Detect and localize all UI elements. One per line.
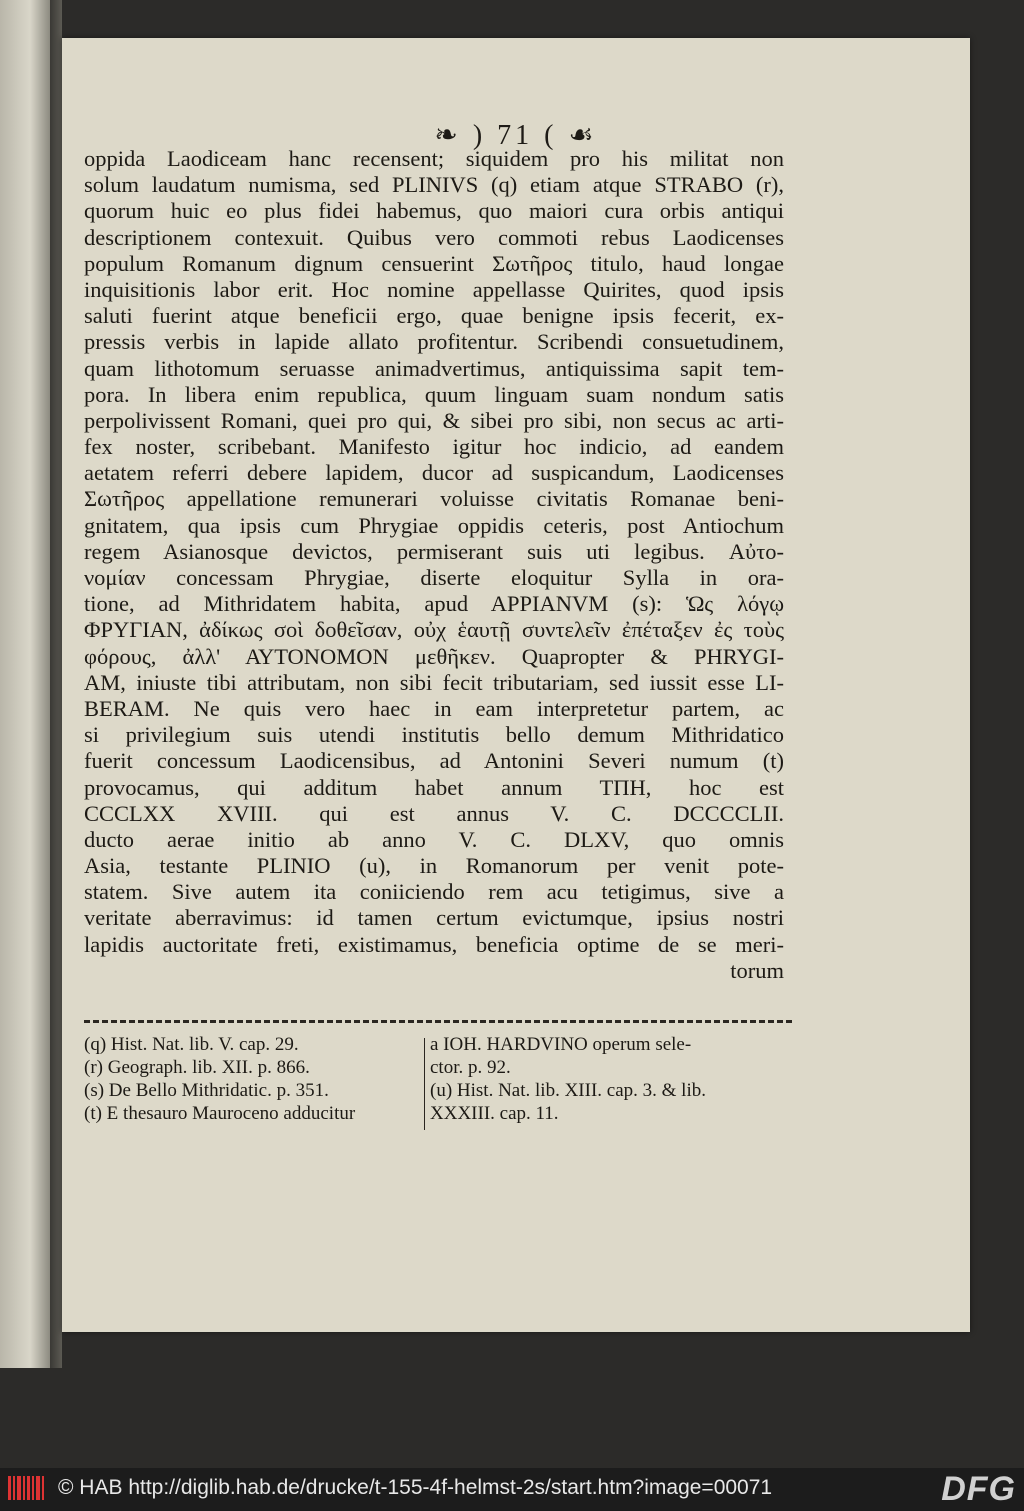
body-text bbox=[84, 146, 784, 984]
text-line: solum laudatum numisma, sed PLINIVS (q) etiam atque STRABO (r), bbox=[84, 172, 784, 198]
text-line: si privilegium suis utendi institutis bello demum Mithridatico bbox=[84, 722, 784, 748]
footnote-rule bbox=[84, 1020, 792, 1023]
barcode-icon bbox=[8, 1476, 48, 1500]
text-line: aetatem referri debere lapidem, ducor ad suspicandum, Laodicenses bbox=[84, 460, 784, 486]
text-line: tione, ad Mithridatem habita, apud APPIANVM (s): Ὡς λόγῳ bbox=[84, 591, 784, 617]
text-line: provocamus, qui additum habet annum TΠH, hoc est bbox=[84, 774, 784, 800]
book-page bbox=[62, 38, 970, 1332]
text-line: oppida Laodiceam hanc recensent; siquidem pro his militat non bbox=[84, 146, 784, 171]
text-line: descriptionem contexuit. Quibus vero commoti rebus Laodicenses bbox=[84, 224, 784, 250]
footnote-line: ctor. p. 92. bbox=[430, 1057, 511, 1078]
text-line: perpolivissent Romani, quei pro qui, & sibei pro sibi, non secus ac arti- bbox=[84, 407, 784, 433]
footnote-line: (u) Hist. Nat. lib. XIII. cap. 3. & lib. bbox=[430, 1080, 706, 1101]
text-line: pora. In libera enim republica, quum linguam suam nondum satis bbox=[84, 381, 784, 407]
footnote-line: a IOH. HARDVINO operum sele- bbox=[430, 1034, 692, 1055]
footnote-line: (t) E thesauro Mauroceno adducitur bbox=[84, 1103, 356, 1124]
text-line: Σωτῆρος appellatione remunerari voluisse civitatis Romanae beni- bbox=[84, 486, 784, 512]
text-line: ΦΡΥΓΙΑΝ, ἀδίκως σοὶ δοθεῖσαν, οὐχ ἑαυτῇ συντελεῖν ἐπέταξεν ἐς τοὺς bbox=[84, 617, 784, 643]
text-line: νομίαν concessam Phrygiae, diserte eloquitur Sylla in ora- bbox=[84, 565, 784, 590]
text-line: fex noster, scribebant. Manifesto igitur hoc indicio, ad eandem bbox=[84, 434, 784, 460]
text-line: quorum huic eo plus fidei habemus, quo maiori cura orbis antiqui bbox=[84, 198, 784, 224]
footnotes-right bbox=[430, 1033, 774, 1125]
text-line: inquisitionis labor erit. Hoc nomine appellasse Quirites, quod ipsis bbox=[84, 276, 784, 302]
viewer-footer bbox=[0, 1468, 1024, 1511]
footnote-line: (s) De Bello Mithridatic. p. 351. bbox=[84, 1080, 329, 1101]
dfg-logo: DFG bbox=[941, 1470, 1016, 1508]
text-line: AM, iniuste tibi attributam, non sibi fecit tributariam, sed iussit esse LI- bbox=[84, 669, 784, 695]
footnote-line: (q) Hist. Nat. lib. V. cap. 29. bbox=[84, 1034, 299, 1055]
text-line: CCCLXX XVIII. qui est annus V. C. DCCCCLII. bbox=[84, 800, 784, 826]
text-line: saluti fuerint atque beneficii ergo, quae benigne ipsis fecerit, ex- bbox=[84, 303, 784, 329]
text-line: φόρους, ἀλλ' ΑΥΤΟΝΟΜΟΝ μεθῆκεν. Quapropter & PHRYGI- bbox=[84, 643, 784, 669]
text-line: torum bbox=[730, 957, 784, 983]
text-line: regem Asianosque devictos, permiserant suis uti legibus. Αὐτο- bbox=[84, 538, 784, 564]
text-line: fuerit concessum Laodicensibus, ad Antonini Severi numum (t) bbox=[84, 748, 784, 774]
text-line: lapidis auctoritate freti, existimamus, beneficia optime de se meri- bbox=[84, 931, 784, 957]
text-line: quam lithotomum seruasse animadvertimus, antiquissima sapit tem- bbox=[84, 355, 784, 381]
text-line: populum Romanum dignum censuerint Σωτῆρος titulo, haud longae bbox=[84, 250, 784, 276]
source-link[interactable]: © HAB http://diglib.hab.de/drucke/t-155-4f-helmst-2s/start.htm?image=00071 bbox=[58, 1476, 773, 1499]
text-line: veritate aberravimus: id tamen certum evictumque, ipsius nostri bbox=[84, 905, 784, 931]
footnotes-left bbox=[84, 1033, 424, 1125]
text-line: BERAM. Ne quis vero haec in eam interpretetur partem, ac bbox=[84, 695, 784, 721]
text-line: ducto aerae initio ab anno V. C. DLXV, quo omnis bbox=[84, 826, 784, 852]
footnote-line: (r) Geograph. lib. XII. p. 866. bbox=[84, 1057, 310, 1078]
book-gutter bbox=[50, 0, 62, 1368]
text-line: pressis verbis in lapide allato profitentur. Scribendi consuetudinem, bbox=[84, 329, 784, 355]
adjacent-page-edge bbox=[0, 0, 50, 1368]
footnote-line: XXXIII. cap. 11. bbox=[430, 1103, 559, 1124]
text-line: gnitatem, qua ipsis cum Phrygiae oppidis ceteris, post Antiochum bbox=[84, 512, 784, 538]
page-header: ❧ ) 71 ( ☙ bbox=[434, 120, 598, 151]
text-line: Asia, testante PLINIO (u), in Romanorum per venit pote- bbox=[84, 853, 784, 879]
text-line: statem. Sive autem ita coniiciendo rem acu tetigimus, sive a bbox=[84, 879, 784, 905]
footnote-column-divider bbox=[424, 1038, 425, 1130]
